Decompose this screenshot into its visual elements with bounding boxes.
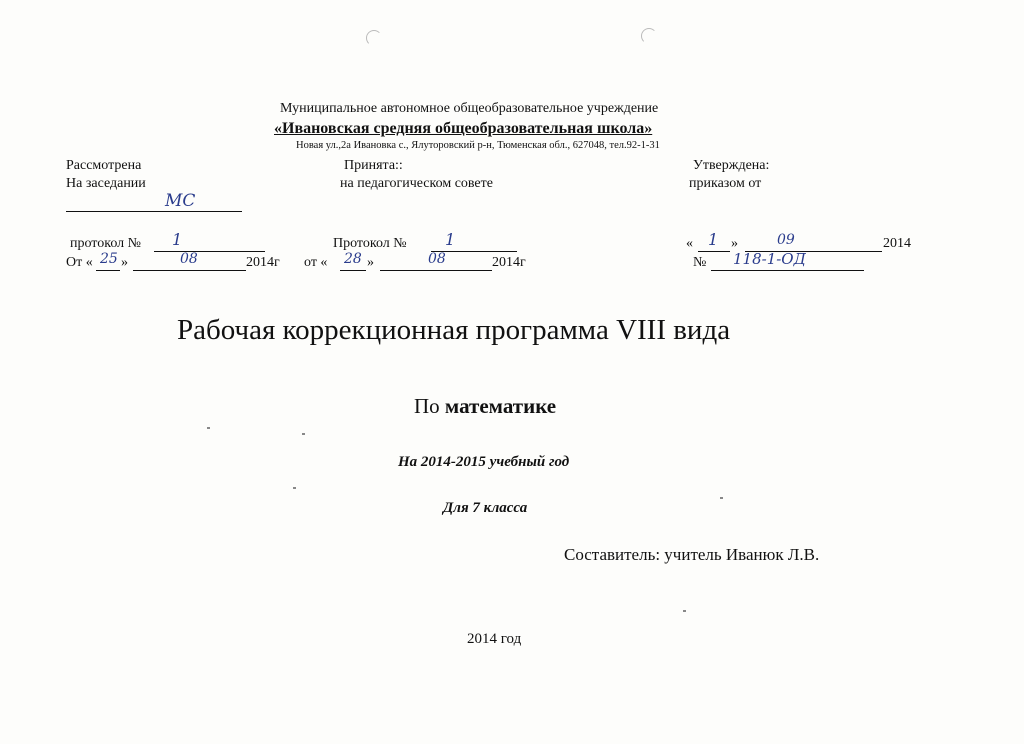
right-approval-line2: приказом от	[689, 176, 762, 191]
blank-line	[133, 270, 246, 271]
left-date-close: »	[121, 255, 128, 270]
center-approval-line2: на педагогическом совете	[340, 176, 493, 191]
punch-hole-mark	[366, 30, 382, 46]
center-approval-title: Принята::	[344, 158, 403, 173]
center-date-close: »	[367, 255, 374, 270]
right-date-month: 09	[777, 232, 795, 248]
left-protocol-label: протокол №	[70, 236, 141, 251]
blank-line	[698, 251, 730, 252]
blank-line	[340, 270, 366, 271]
scan-speck	[302, 433, 305, 435]
punch-hole-mark	[641, 28, 657, 44]
school-address: Новая ул.,2а Ивановка с., Ялуторовский р-н, Тюменская обл., 627048, тел.92-1-31	[296, 140, 660, 151]
right-date-open: «	[686, 236, 693, 251]
blank-line	[711, 270, 864, 271]
left-date-day: 25	[100, 251, 118, 267]
scan-speck	[683, 610, 686, 612]
left-protocol-number: 1	[172, 230, 183, 249]
subject-line	[414, 394, 556, 419]
footer-year: 2014 год	[467, 631, 522, 647]
right-date-close: »	[731, 236, 738, 251]
right-order-number: 118-1-ОД	[733, 250, 806, 268]
center-protocol-label: Протокол №	[333, 236, 407, 251]
center-date-day: 28	[344, 251, 362, 267]
left-date-prefix: От «	[66, 255, 93, 270]
org-line: Муниципальное автономное общеобразовательное учреждение	[280, 101, 659, 116]
center-date-month: 08	[428, 251, 446, 267]
handwritten-signature: МС	[165, 191, 196, 211]
author-line: Составитель: учитель Иванюк Л.В.	[564, 545, 820, 564]
subject-name: математике	[444, 394, 557, 418]
center-date-prefix: от «	[304, 255, 328, 270]
right-order-label: №	[693, 255, 707, 270]
school-name: «Ивановская средняя общеобразовательная школа»	[274, 120, 653, 137]
center-protocol-number: 1	[445, 230, 456, 249]
left-approval-line2: На заседании	[66, 176, 146, 191]
right-date-year: 2014	[883, 236, 911, 251]
left-date-month: 08	[180, 251, 198, 267]
right-date-day: 1	[708, 230, 719, 249]
blank-line	[380, 270, 492, 271]
blank-line	[96, 270, 120, 271]
left-approval-title: Рассмотрена	[66, 158, 142, 173]
signature-line	[66, 211, 242, 212]
class-line: Для 7 класса	[443, 500, 528, 516]
program-title: Рабочая коррекционная программа VIII вида	[177, 314, 731, 346]
blank-line	[154, 251, 265, 252]
scan-speck	[207, 427, 210, 429]
scan-speck	[720, 497, 723, 499]
left-date-year: 2014г	[246, 255, 280, 270]
scan-speck	[293, 487, 296, 489]
academic-year: На 2014-2015 учебный год	[398, 454, 570, 470]
right-approval-title: Утверждена:	[693, 158, 770, 173]
center-date-year: 2014г	[492, 255, 526, 270]
subject-prefix: По	[414, 394, 445, 418]
